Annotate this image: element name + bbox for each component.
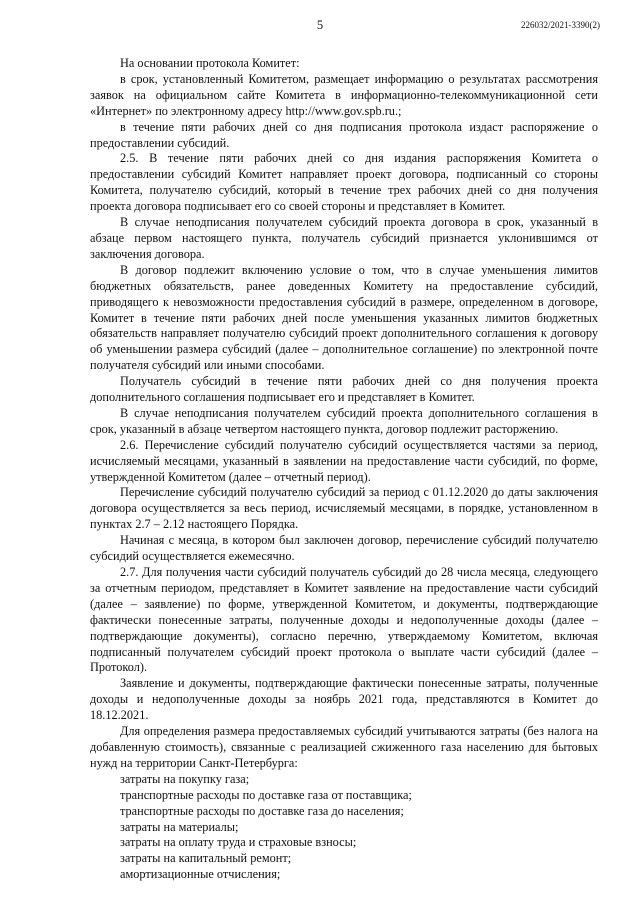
paragraph: Получатель субсидий в течение пяти рабочих дней со дня получения проекта дополнительного соглашения подписывает его и представляет в Комитет. [90,374,598,405]
list-item: затраты на оплату труда и страховые взносы; [120,835,357,850]
list-item: затраты на покупку газа; [120,771,250,786]
paragraph: 2.7. Для получения части субсидий получатель субсидий до 28 числа месяца, следующего за отчетным периодом, представляет в Комитет заявление на предоставление части субсидий (далее – заявление) по форме, утвержденной Комитетом, и документы, подтверждающие фактически понесенные затраты, полученные доходы и недополученные доходы (далее – подтверждающие документы), согласно перечню, утверждаемому Комитетом, включая подписанный получателем субсидий проект протокола о выплате части субсидий (далее – Протокол). [90,565,598,675]
list-item: амортизационные отчисления; [120,867,281,882]
list-item: затраты на материалы; [120,819,239,834]
paragraph: Перечисление субсидий получателю субсидий за период с 01.12.2020 до даты заключения договора осуществляется за весь период, исчисляемый месяцами, в порядке, установленном в пунктах 2.7 – 2.12 настоящего Порядка. [90,485,598,532]
document-body [90,56,598,883]
paragraph: Начиная с месяца, в котором был заключен договор, перечисление субсидий получателю субсидий осуществляется ежемесячно. [90,533,598,564]
list-item: транспортные расходы по доставке газа от поставщика; [120,787,412,802]
paragraph: В случае неподписания получателем субсидий проекта дополнительного соглашения в срок, указанный в абзаце четвертом настоящего пункта, договор подлежит расторжению. [90,405,598,436]
paragraph: 2.5. В течение пяти рабочих дней со дня издания распоряжения Комитета о предоставлении субсидий Комитет направляет проект договора, подписанный со стороны Комитета, получателю субсидий, который в течение трех рабочих дней со дня получения проекта договора подписывает его со своей стороны и представляет в Комитет. [90,151,598,214]
paragraph: Для определения размера предоставляемых субсидий учитываются затраты (без налога на добавленную стоимость), связанные с реализацией сжиженного газа населению для бытовых нужд на территории Санкт-Петербурга: [90,724,598,770]
paragraph: Заявление и документы, подтверждающие фактически понесенные затраты, полученные доходы и недополученные доходы за ноябрь 2021 года, представляются в Комитет до 18.12.2021. [90,676,598,723]
paragraph: в течение пяти рабочих дней со дня подписания протокола издаст распоряжение о предоставлении субсидий. [90,119,598,150]
paragraph: В договор подлежит включению условие о том, что в случае уменьшения лимитов бюджетных обязательств, ранее доведенных Комитету на предоставление субсидий, приводящего к невозможности предоставления субсидий в размере, определенном в договоре, Комитет в течение пяти рабочих дней после уменьшения указанных лимитов бюджетных обязательств направляет получателю субсидий проект дополнительного соглашения к договору об уменьшении размера субсидий (далее – дополнительное соглашение) по электронной почте получателя субсидий или иными способами. [90,262,598,373]
page-number: 5 [316,18,324,32]
paragraph: 2.6. Перечисление субсидий получателю субсидий осуществляется частями за период, исчисляемый месяцами, указанный в заявлении на предоставление части субсидий, по форме, утвержденной Комитетом (далее – отчетный период). [90,437,598,484]
list-item: транспортные расходы по доставке газа до населения; [120,803,404,818]
list-item: затраты на капитальный ремонт; [120,851,292,866]
paragraph: в срок, установленный Комитетом, размещает информацию о результатах рассмотрения заявок на официальном сайте Комитета в информационно-телекоммуникационной сети «Интернет» по электронному адресу http://www.gov.spb.ru.; [90,71,598,118]
paragraph: На основании протокола Комитет: [120,56,300,70]
paragraph: В случае неподписания получателем субсидий проекта договора в срок, указанный в абзаце первом настоящего пункта, получатель субсидий признается уклонившимся от заключения договора. [90,215,598,261]
document-code: 226032/2021-3390(2) [521,20,600,30]
